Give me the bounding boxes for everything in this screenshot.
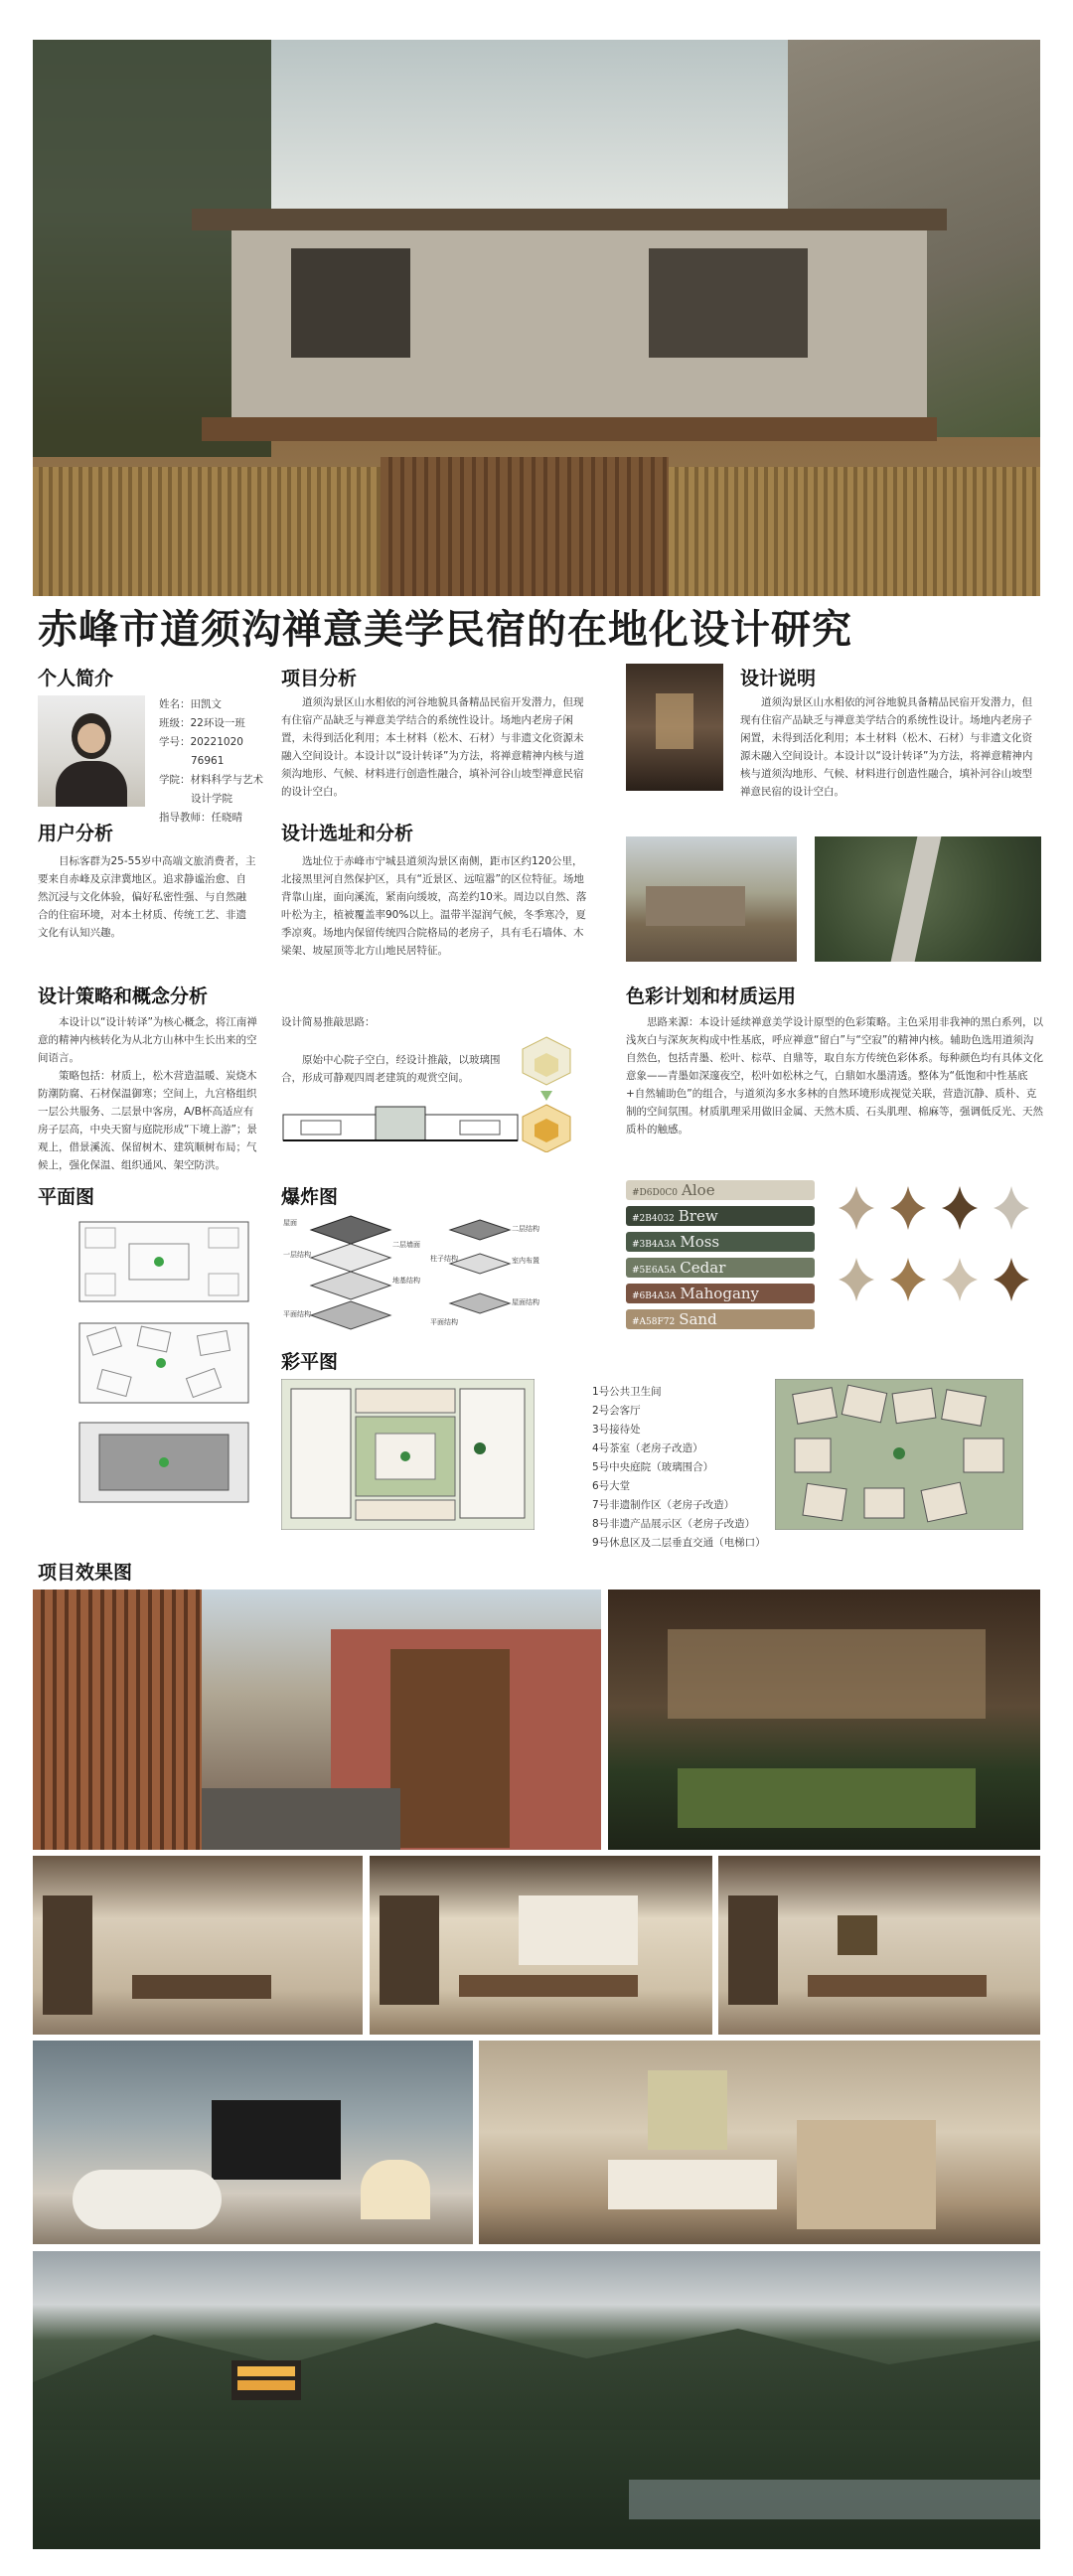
rendering-bathroom bbox=[33, 2041, 473, 2244]
profile-id-cont: 76961 bbox=[191, 755, 225, 767]
exploded-labels bbox=[281, 1210, 569, 1339]
material-star bbox=[994, 1186, 1029, 1230]
swatch-brew: #2B4032 Brew bbox=[626, 1206, 815, 1226]
swatch-sand: #A58F72 Sand bbox=[626, 1309, 815, 1329]
legend-item: 3号接待处 bbox=[592, 1424, 641, 1436]
section-renderings-heading: 项目效果图 bbox=[38, 1562, 133, 1584]
legend-item: 5号中央庭院（玻璃围合） bbox=[592, 1461, 714, 1473]
section-user-analysis-heading: 用户分析 bbox=[38, 823, 114, 844]
material-star bbox=[839, 1186, 874, 1230]
legend-item: 6号大堂 bbox=[592, 1480, 631, 1492]
legend-item: 2号会客厅 bbox=[592, 1405, 641, 1417]
strategy-text: 本设计以“设计转译”为核心概念，将江南禅意的精神内核转化为从北方山林中生长出来的空间语言。 策略包括：材质上，松木营造温暖、炭烧木防潮防腐、石材保温御寒；空间上，九宫格组织一层公共服务、二层景中客房，A/B杯高适应有房子层高，中央天窗与庭院形成“下境上游”；景观上，借景溪流、保留树木、建筑顺树布局；气候上，强化保温、组织通风、架空防洪。 bbox=[38, 1016, 257, 1171]
color-material-text: 思路来源：本设计延续禅意美学设计原型的色彩策略。主色采用非我神的黑白系列，以浅灰白与深灰灰构成中性基底，呼应禅意“留白”与“空寂”的精神内核。辅助色选用道须沟自然色，包括青墨、松叶、棕草、自鼎等，取自东方传统色彩体系。每种颜色均有具体文化意象——青墨如深邃夜空，松叶如松林之气，白鼎如水墨清透。整体为“低饱和中性基底+自然辅助色”的组合，与道须沟多水多林的自然环境形成视觉关联，营造沉静、质朴、克制的空间氛围。材质肌理采用做旧金属、天然木质、石头肌理、棉麻等，强调低反光、天然质朴的触感。 bbox=[626, 1016, 1043, 1136]
section-floor-plan-heading: 平面图 bbox=[38, 1186, 95, 1208]
exploded-label: 屋面 bbox=[283, 1219, 297, 1227]
profile-advisor: 指导教师：任晓晴 bbox=[159, 812, 242, 824]
rendering-aerial-landscape bbox=[33, 2251, 1040, 2549]
material-star bbox=[994, 1258, 1029, 1301]
material-stars bbox=[835, 1180, 1043, 1329]
material-star bbox=[839, 1258, 874, 1301]
concept-cube-diagram bbox=[517, 1033, 576, 1152]
exploded-label: 平面结构 bbox=[283, 1310, 311, 1318]
material-star bbox=[942, 1258, 978, 1301]
design-description-text: 道须沟景区山水相依的河谷地貌具备精品民宿开发潜力，但现有住宿产品缺乏与禅意美学结合的系统性设计。场地内老房子闲置，未得到活化利用；本土材料（松木、石材）与非遗文化资源未融入空间设计。本设计以“设计转译”为方法，将禅意精神内核与道须沟地形、气候、材料进行创造性融合，填补河谷山坡型禅意民宿的设计空白。 bbox=[740, 696, 1033, 798]
student-portrait bbox=[38, 695, 145, 807]
exploded-label: 二层结构 bbox=[512, 1225, 539, 1233]
exploded-label: 地基结构 bbox=[392, 1277, 420, 1285]
section-exploded-heading: 爆炸图 bbox=[281, 1186, 339, 1208]
legend-item: 1号公共卫生间 bbox=[592, 1386, 662, 1398]
material-star bbox=[890, 1186, 926, 1230]
material-star bbox=[890, 1258, 926, 1301]
site-aerial-map bbox=[815, 836, 1041, 962]
hero-building-photo bbox=[33, 40, 1040, 596]
swatch-mahogany: #6B4A3A Mahogany bbox=[626, 1284, 815, 1303]
profile-college-cont: 设计学院 bbox=[191, 793, 232, 805]
profile-class: 班级：22环设一班 bbox=[159, 717, 245, 729]
concept-title: 设计简易推敲思路： bbox=[281, 1016, 376, 1028]
rendering-entrance bbox=[33, 1590, 601, 1850]
profile-name: 姓名：田凯文 bbox=[159, 698, 222, 710]
swatch-cedar: #5E6A5A Cedar bbox=[626, 1258, 815, 1278]
section-strategy-heading: 设计策略和概念分析 bbox=[38, 985, 209, 1007]
interior-photo-small bbox=[626, 664, 723, 791]
rendering-dining bbox=[370, 1856, 712, 2035]
concept-section-drawing bbox=[281, 1101, 520, 1144]
concept-body: 原始中心院子空白，经设计推敲，以玻璃围合，形成可静观四周老建筑的观赏空间。 bbox=[281, 1054, 501, 1084]
section-project-analysis-heading: 项目分析 bbox=[281, 668, 358, 689]
section-site-analysis-heading: 设计选址和分析 bbox=[281, 823, 414, 844]
rendering-courtyard bbox=[608, 1590, 1040, 1850]
exploded-label: 平面结构 bbox=[430, 1318, 458, 1326]
site-analysis-text: 选址位于赤峰市宁城县道须沟景区南侧，距市区约120公里，北接黑里河自然保护区，具有“近景区、远喧嚣”的区位特征。场地背靠山崖，面向溪流，紧南向缓坡，高差约10米。周边以自然、落叶松为主，植被覆盖率90%以上。温带半湿润气候，冬季寒冷，夏季凉爽。场地内保留传统四合院格局的老房子，具有毛石墙体、木梁架、坡屋顶等北方山地民居特征。 bbox=[281, 855, 587, 957]
color-plan-legend bbox=[592, 1383, 766, 1553]
rendering-bedroom bbox=[479, 2041, 1040, 2244]
page-title: 赤峰市道须沟禅意美学民宿的在地化设计研究 bbox=[38, 607, 852, 653]
exploded-label: 二层墙面 bbox=[392, 1241, 420, 1249]
floor-plan-drawings bbox=[70, 1214, 258, 1512]
exploded-label: 柱子结构 bbox=[430, 1255, 458, 1263]
site-photo-old-house bbox=[626, 836, 797, 962]
exploded-label: 室内布置 bbox=[512, 1257, 539, 1265]
legend-item: 9号休息区及二层垂直交通（电梯口） bbox=[592, 1537, 766, 1549]
section-color-material-heading: 色彩计划和材质运用 bbox=[626, 985, 797, 1007]
rendering-tea-room bbox=[718, 1856, 1040, 2035]
legend-item: 7号非遗制作区（老房子改造） bbox=[592, 1499, 735, 1511]
student-profile bbox=[159, 695, 278, 828]
color-floor-plan-upper bbox=[775, 1379, 1023, 1530]
exploded-label: 屋面结构 bbox=[512, 1298, 539, 1306]
section-personal-heading: 个人简介 bbox=[38, 668, 114, 689]
section-color-plan-heading: 彩平图 bbox=[281, 1351, 339, 1373]
swatch-aloe: #D6D0C0 Aloe bbox=[626, 1180, 815, 1200]
user-analysis-text: 目标客群为25-55岁中高端文旅消费者，主要来自赤峰及京津冀地区。追求静谧治愈、自然沉浸与文化体验，偏好私密性强、与自然融合的住宿环境，对本土材质、传统工艺、非遗文化有认知兴趣。 bbox=[38, 855, 256, 939]
profile-id: 学号：20221020 bbox=[159, 736, 243, 748]
color-floor-plan bbox=[281, 1379, 535, 1530]
section-design-description-heading: 设计说明 bbox=[740, 668, 817, 689]
legend-item: 4号茶室（老房子改造） bbox=[592, 1442, 703, 1454]
exploded-label: 一层结构 bbox=[283, 1251, 311, 1259]
rendering-lounge-1 bbox=[33, 1856, 363, 2035]
swatch-moss: #3B4A3A Moss bbox=[626, 1232, 815, 1252]
material-star bbox=[942, 1186, 978, 1230]
legend-item: 8号非遗产品展示区（老房子改造） bbox=[592, 1518, 756, 1530]
project-analysis-text: 道须沟景区山水相依的河谷地貌具备精品民宿开发潜力，但现有住宿产品缺乏与禅意美学结合的系统性设计。场地内老房子闲置，未得到活化利用；本土材料（松木、石材）与非遗文化资源未融入空间设计。本设计以“设计转译”为方法，将禅意精神内核与道须沟地形、气候、材料进行创造性融合，填补河谷山坡型禅意民宿的设计空白。 bbox=[281, 696, 584, 798]
profile-college: 学院：材料科学与艺术 bbox=[159, 774, 263, 786]
